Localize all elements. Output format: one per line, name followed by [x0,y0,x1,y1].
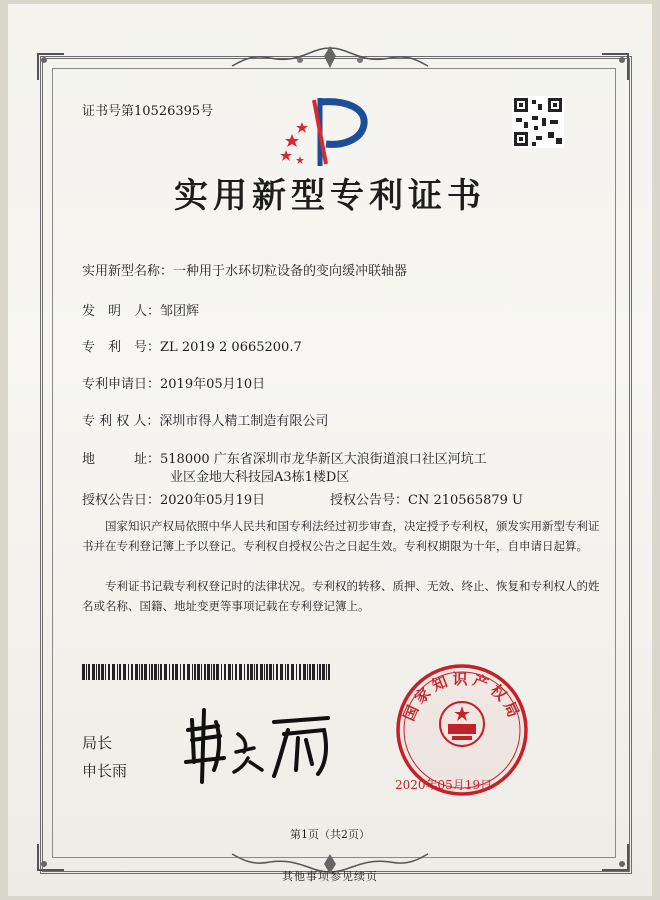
barcode-bar [322,664,325,680]
barcode-bar [269,664,272,680]
seal-date: 2020年05月19日 [395,778,493,792]
field-label: 授权公告日： [82,493,161,508]
barcode-bar [183,664,185,680]
director-name: 申长雨 [82,762,128,780]
field-label: 专利申请日： [82,377,161,392]
barcode-bar [123,664,126,680]
field-value: 深圳市得人精工制造有限公司 [159,414,329,429]
grant-date-row [82,489,265,508]
page-title: 实用新型专利证书 [174,176,486,216]
patentee-row [82,410,328,429]
barcode-bar [112,664,115,680]
patent-number-row [82,336,302,355]
barcode-bar [82,664,85,680]
barcode-bar [299,664,301,680]
barcode-bar [128,664,129,680]
grant-number-row [330,489,523,508]
barcode-bar [169,664,170,680]
barcode-bar [224,664,226,680]
barcode-bar [158,664,159,680]
barcode-bar [144,664,147,680]
barcode-bar [201,664,202,680]
barcode-bar [287,664,289,680]
field-value: 邹团辉 [160,304,200,319]
barcode-bar [317,664,318,680]
field-value: ZL 2019 2 0665200.7 [160,340,302,355]
barcode-bar [235,664,237,680]
barcode-bar [192,664,193,680]
barcode-bar [228,664,231,680]
barcode-bar [254,664,255,680]
certificate-number: 证书号第10526395号 [82,104,214,119]
barcode-bar [160,664,162,680]
barcode-bar [204,664,206,680]
barcode-bar [276,664,278,680]
barcode-bar [154,664,157,680]
barcode-bar [151,664,153,680]
corner-ornament-icon [36,52,66,82]
qr-code-icon [512,96,564,148]
barcode-bar [86,664,87,680]
barcode-bar [232,664,233,680]
barcode-bar [164,664,167,680]
footer-note: 其他事项参见续页 [282,870,378,883]
barcode-bar [280,664,283,680]
seal-text: 国家知识产权局 [399,670,525,724]
barcode-bar [319,664,321,680]
barcode-bar [264,664,265,680]
barcode-bar [135,664,138,680]
barcode-bar [216,664,219,680]
field-label: 发 明 人： [82,304,161,319]
barcode-bar [149,664,150,680]
barcode-bar [105,664,106,680]
field-label: 授权公告号： [330,493,409,508]
legal-status-paragraph: 专利证书记载专利权登记时的法律状况。专利权的转移、质押、无效、终止、恢复和专利权人的姓名或名称、国籍、地址变更等事项记载在专利登记簿上。 [82,579,600,613]
barcode-bar [211,664,212,680]
cnipa-logo-icon [276,94,376,170]
director-title: 局长 [82,734,113,752]
barcode-bar [175,664,178,680]
barcode-bar [131,664,133,680]
field-value: 2020年05月19日 [160,493,266,508]
barcode-bar [194,664,196,680]
page-number: 第1页（共2页） [290,828,370,841]
barcode-bar [247,664,249,680]
field-label: 实用新型名称： [82,264,174,279]
barcode-bar [291,664,294,680]
barcode-bar [197,664,200,680]
barcode-bar [221,664,222,680]
barcode-bar [307,664,308,680]
barcode-bar [250,664,253,680]
barcode-bar [273,664,274,680]
barcode-bar [207,664,210,680]
field-value: 518000 广东省深圳市龙华新区大浪街道浪口社区河坑工 [160,452,487,467]
inventor-row [82,300,199,319]
field-label: 专 利 权 人： [82,414,160,429]
top-ornament-icon [230,44,430,72]
director-signature [178,700,338,790]
field-value: 一种用于水环切粒设备的变向缓冲联轴器 [173,264,408,279]
barcode-bar [108,664,110,680]
barcode-bar [256,664,258,680]
field-value: 2019年05月10日 [160,377,266,392]
barcode-bar [141,664,143,680]
barcode-bar [96,664,97,680]
address-line-2: 业区金地大科技园A3栋1楼D区 [170,470,350,485]
barcode-bar [213,664,215,680]
barcode-bar [239,664,242,680]
field-label: 地 址： [82,452,161,467]
barcode-bar [303,664,306,680]
barcode-bar [285,664,286,680]
barcode-bar [119,664,121,680]
barcode-bar [312,664,315,680]
barcode-bar [328,664,330,680]
barcode-bar [260,664,263,680]
barcode-bar [98,664,100,680]
application-date-row [82,373,265,392]
field-label: 专 利 号： [82,340,161,355]
barcode-bar [117,664,118,680]
grant-paragraph: 国家知识产权局依照中华人民共和国专利法经过初步审查，决定授予专利权，颁发实用新型专利证书并在专利登记簿上予以登记。专利权自授权公告之日起生效。专利权期限为十年，自申请日起算。 [82,519,600,553]
corner-ornament-icon [600,52,630,82]
barcode-bar [139,664,140,680]
barcode-bar [244,664,245,680]
utility-model-name-row [82,260,407,279]
barcode-bar [309,664,311,680]
barcode-bar [296,664,297,680]
barcode-bar [88,664,90,680]
barcode-bar [187,664,190,680]
field-value: CN 210565879 U [408,493,523,508]
barcode-bar [266,664,268,680]
barcode-bar [92,664,95,680]
barcode-bar [326,664,327,680]
barcode-bar [172,664,174,680]
barcode-icon [82,664,332,680]
address-row [82,448,487,467]
barcode-bar [101,664,104,680]
barcode-bar [180,664,181,680]
